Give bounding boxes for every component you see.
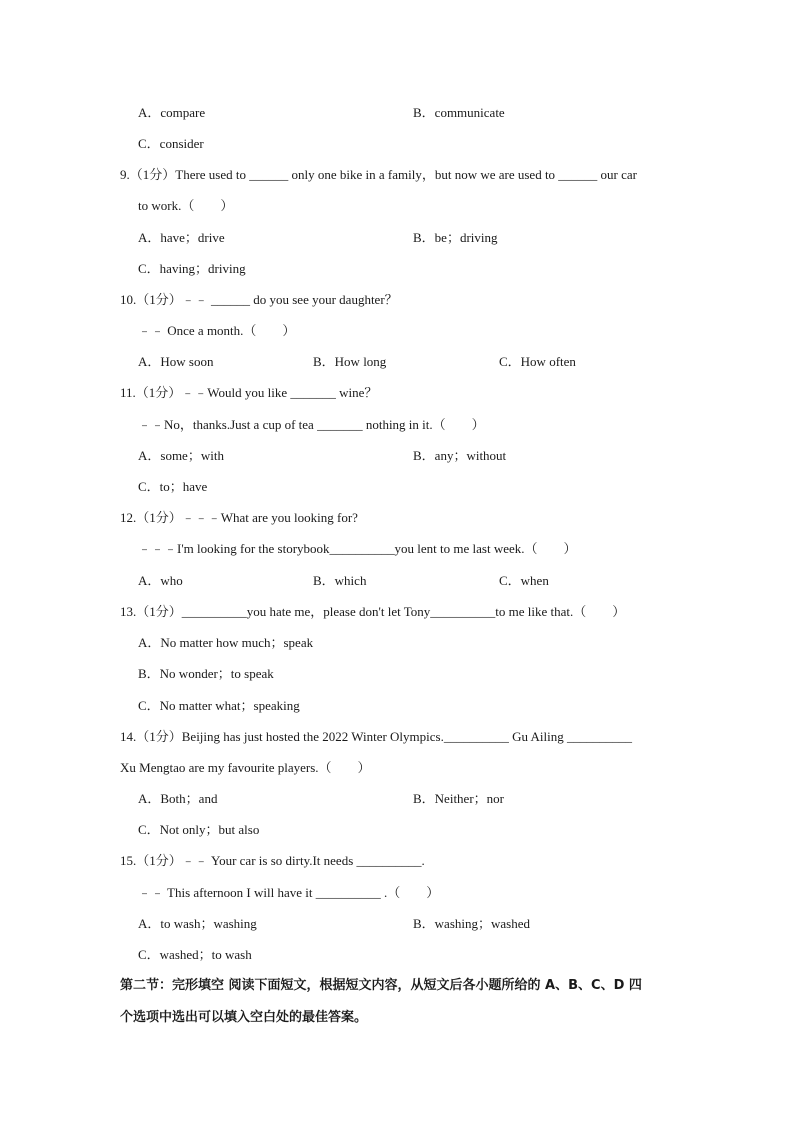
q13-option-c: C．No matter what；speaking xyxy=(138,698,300,713)
q10-stem-line1: 10.（1分）﹣﹣ ______ do you see your daughter？ xyxy=(120,292,398,307)
q13-option-b: B．No wonder；to speak xyxy=(138,666,274,681)
q9-stem-line1: 9.（1分）There used to ______ only one bike in a family，but now we are used to ______ our car xyxy=(120,167,637,182)
q9-option-c: C．having；driving xyxy=(138,261,246,276)
q11-stem-line2: ﹣﹣No，thanks.Just a cup of tea _______ nothing in it.（ ） xyxy=(138,417,485,432)
section2-instruction-line2: 个选项中选出可以填入空白处的最佳答案。 xyxy=(120,1010,368,1025)
q8-option-c: C．consider xyxy=(138,136,204,151)
q14-stem-line2: Xu Mengtao are my favourite players.（ ） xyxy=(120,760,371,775)
q13-stem-line1: 13.（1分）__________you hate me，please don't let Tony__________to me like that.（ ） xyxy=(120,604,626,619)
q8-option-b: B．communicate xyxy=(413,105,505,120)
q9-option-b: B．be；driving xyxy=(413,230,498,245)
section2-instruction-line1: 第二节：完形填空 阅读下面短文，根据短文内容，从短文后各小题所给的 A、B、C、D 四 xyxy=(120,978,642,993)
q10-stem-line2: ﹣﹣ Once a month.（ ） xyxy=(138,323,296,338)
q11-option-c: C．to；have xyxy=(138,479,208,494)
q15-option-a: A．to wash；washing xyxy=(138,916,257,931)
q13-option-a: A．No matter how much；speak xyxy=(138,635,314,650)
q12-option-b: B．which xyxy=(313,573,367,588)
q12-stem-line2: ﹣﹣﹣I'm looking for the storybook__________you lent to me last week.（ ） xyxy=(138,541,577,556)
q11-option-b: B．any；without xyxy=(413,448,507,463)
q14-option-c: C．Not only；but also xyxy=(138,822,260,837)
q15-option-b: B．washing；washed xyxy=(413,916,530,931)
q15-stem-line2: ﹣﹣ This afternoon I will have it __________ .（ ） xyxy=(138,885,440,900)
q10-option-c: C．How often xyxy=(499,354,576,369)
q12-option-c: C．when xyxy=(499,573,549,588)
q8-option-a: A．compare xyxy=(138,105,206,120)
q15-stem-line1: 15.（1分）﹣﹣ Your car is so dirty.It needs __________. xyxy=(120,853,425,868)
q10-option-b: B．How long xyxy=(313,354,387,369)
q9-stem-line2: to work.（ ） xyxy=(138,198,234,213)
q11-option-a: A．some；with xyxy=(138,448,224,463)
q12-option-a: A．who xyxy=(138,573,183,588)
q12-stem-line1: 12.（1分）﹣﹣﹣What are you looking for? xyxy=(120,510,358,525)
q10-option-a: A．How soon xyxy=(138,354,214,369)
q14-option-a: A．Both；and xyxy=(138,791,218,806)
q15-option-c: C．washed；to wash xyxy=(138,947,252,962)
q11-stem-line1: 11.（1分）﹣﹣Would you like _______ wine？ xyxy=(120,385,378,400)
q9-option-a: A．have；drive xyxy=(138,230,225,245)
q14-option-b: B．Neither；nor xyxy=(413,791,504,806)
q14-stem-line1: 14.（1分）Beijing has just hosted the 2022 Winter Olympics.__________ Gu Ailing __________ xyxy=(120,729,632,744)
